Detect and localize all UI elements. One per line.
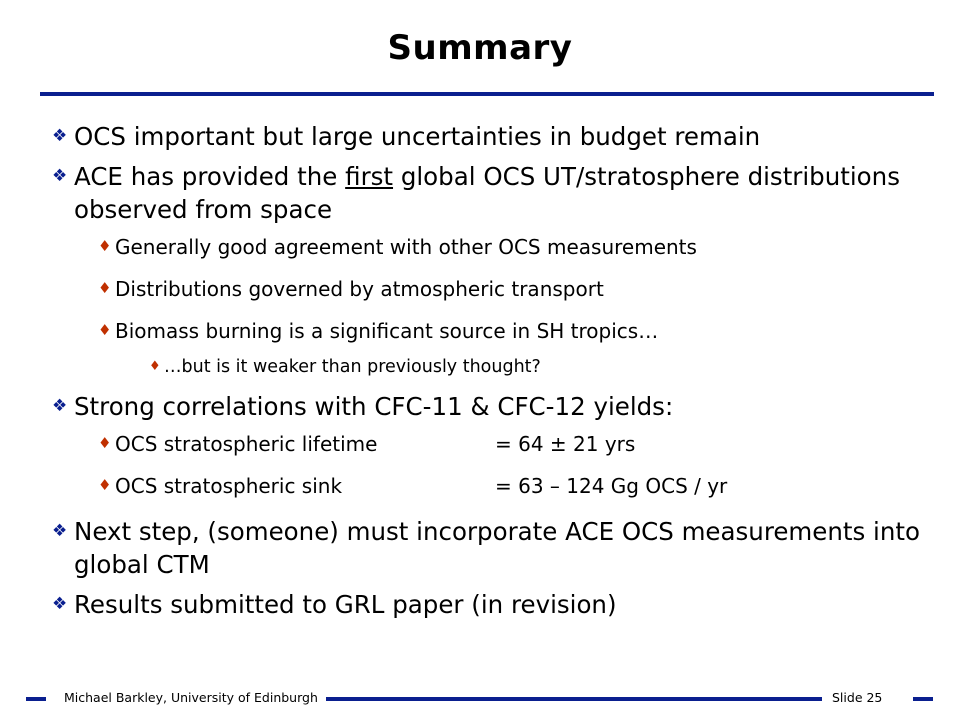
bullet-text: Next step, (someone) must incorporate ACE OCS measurements into global CTM <box>74 517 920 579</box>
small-diamond-icon: ♦ <box>98 237 112 255</box>
sub-bullet-text: Biomass burning is a significant source in SH tropics… <box>115 319 659 343</box>
footer-slide-number: Slide 25 <box>832 690 883 705</box>
bullet-text: Results submitted to GRL paper (in revision) <box>74 590 617 619</box>
diamond-bullet-icon: ❖ <box>52 166 68 186</box>
bullet-item <box>52 120 932 153</box>
bullet-item <box>52 390 932 423</box>
sub-sub-bullet-item <box>52 356 932 378</box>
footer-author: Michael Barkley, University of Edinburgh <box>64 690 318 705</box>
footer-divider-right <box>913 697 933 701</box>
sub-bullet-item <box>52 276 932 302</box>
emphasis-underlined: first <box>345 162 394 191</box>
sub-bullet-item <box>52 431 932 457</box>
bullet-text: Strong correlations with CFC-11 & CFC-12 yields: <box>74 392 674 421</box>
sink-value: = 63 – 124 Gg OCS / yr <box>495 474 728 498</box>
sink-label: OCS stratospheric sink <box>115 474 343 498</box>
lifetime-label: OCS stratospheric lifetime <box>115 432 378 456</box>
sub-bullet-item <box>52 473 932 499</box>
title-divider <box>40 92 934 96</box>
sub-bullet-item <box>52 318 932 344</box>
sub-bullet-text: Distributions governed by atmospheric transport <box>115 277 604 301</box>
footer-divider-left <box>26 697 46 701</box>
bullet-text-start: ACE has provided the <box>74 162 346 191</box>
bullet-list <box>52 120 932 628</box>
sub-bullet-text: Generally good agreement with other OCS measurements <box>115 235 697 259</box>
sub-bullet-item <box>52 234 932 260</box>
diamond-bullet-icon: ❖ <box>52 396 68 416</box>
diamond-bullet-icon: ❖ <box>52 521 68 541</box>
bullet-item <box>52 588 932 621</box>
bullet-text <box>74 162 900 224</box>
small-diamond-icon: ♦ <box>98 434 112 452</box>
small-diamond-icon: ♦ <box>149 359 161 374</box>
bullet-item <box>52 515 932 581</box>
slide-title: Summary <box>387 28 573 68</box>
footer-divider-middle <box>326 697 822 701</box>
diamond-bullet-icon: ❖ <box>52 126 68 146</box>
lifetime-value: = 64 ± 21 yrs <box>495 432 636 456</box>
diamond-bullet-icon: ❖ <box>52 594 68 614</box>
small-diamond-icon: ♦ <box>98 279 112 297</box>
bullet-text: OCS important but large uncertainties in budget remain <box>74 122 761 151</box>
small-diamond-icon: ♦ <box>98 321 112 339</box>
bullet-item <box>52 160 932 226</box>
sub-sub-bullet-text: …but is it weaker than previously thought? <box>164 357 541 377</box>
bullet-text-end: global OCS UT/stratosphere distributions observed from space <box>74 162 900 224</box>
small-diamond-icon: ♦ <box>98 476 112 494</box>
